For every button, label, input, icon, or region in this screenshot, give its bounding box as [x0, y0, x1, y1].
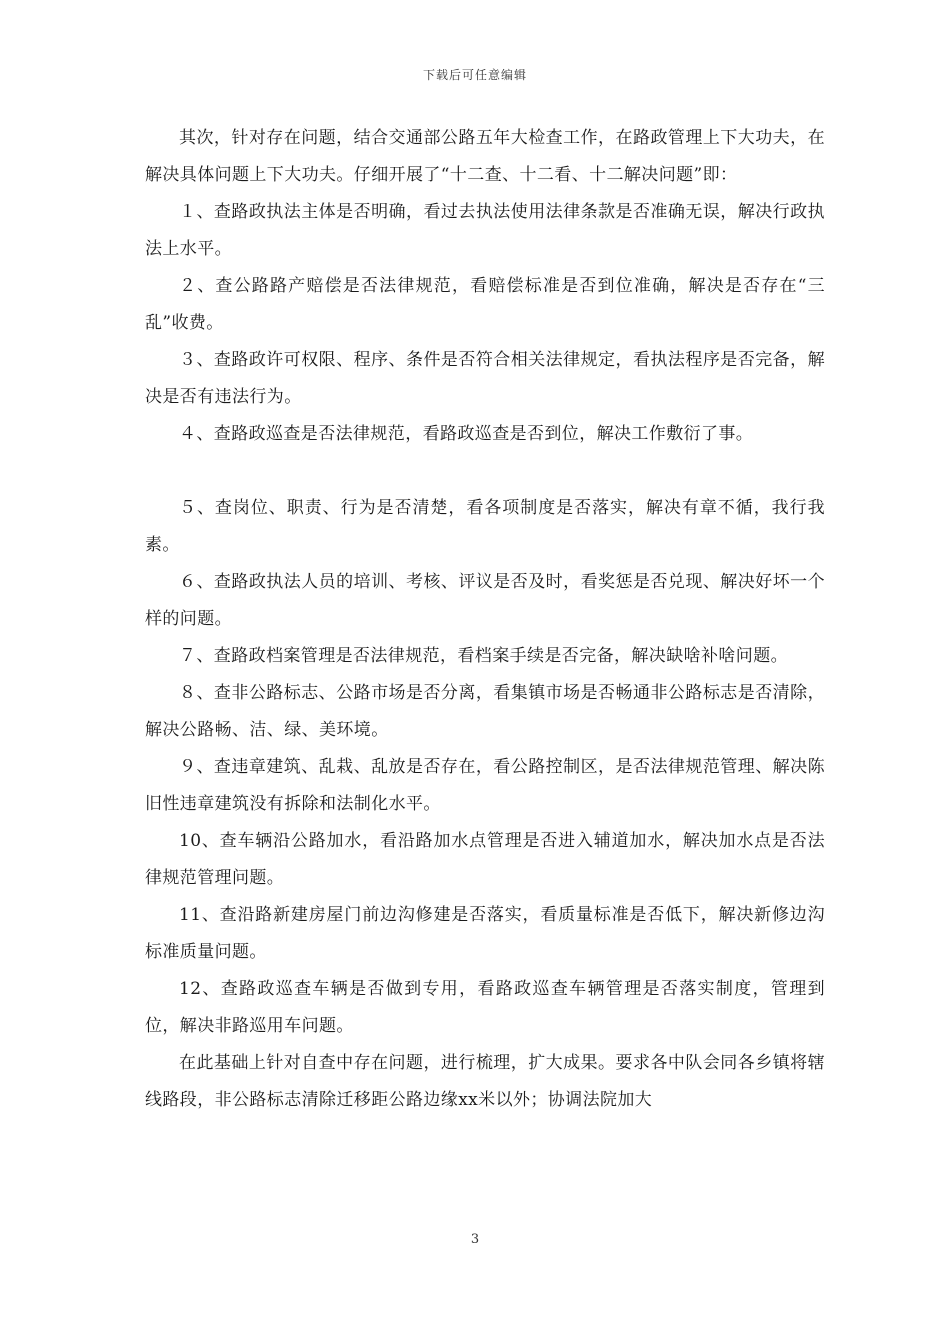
page-header: 下载后可任意编辑 — [422, 68, 527, 82]
paragraph-item-9: ９、查违章建筑、乱栽、乱放是否存在，看公路控制区，是否法律规范管理、解决陈旧性违章建筑没有拆除和法制化水平。 — [145, 757, 825, 814]
paragraph-item-2: ２、查公路路产赔偿是否法律规范，看赔偿标准是否到位准确，解决是否存在“三乱”收费。 — [145, 276, 825, 333]
paragraph-item-7: ７、查路政档案管理是否法律规范，看档案手续是否完备，解决缺啥补啥问题。 — [179, 646, 788, 666]
paragraph-item-6: ６、查路政执法人员的培训、考核、评议是否及时，看奖惩是否兑现、解决好坏一个样的问题。 — [145, 572, 825, 629]
paragraph-item-11: 11、查沿路新建房屋门前边沟修建是否落实，看质量标准是否低下，解决新修边沟标准质量问题。 — [145, 905, 825, 962]
paragraph-intro: 其次，针对存在问题，结合交通部公路五年大检查工作，在路政管理上下大功夫，在解决具体问题上下大功夫。仔细开展了“十二查、十二看、十二解决问题”即： — [145, 128, 825, 185]
paragraph-item-5: ５、查岗位、职责、行为是否清楚，看各项制度是否落实，解决有章不循，我行我素。 — [145, 498, 825, 555]
paragraph-item-4: ４、查路政巡查是否法律规范，看路政巡查是否到位，解决工作敷衍了事。 — [179, 424, 754, 444]
paragraph-item-8: ８、查非公路标志、公路市场是否分离，看集镇市场是否畅通非公路标志是否清除，解决公路畅、洁、绿、美环境。 — [145, 683, 825, 740]
paragraph-item-12: 12、查路政巡查车辆是否做到专用，看路政巡查车辆管理是否落实制度，管理到位，解决非路巡用车问题。 — [145, 979, 825, 1036]
document-body — [145, 120, 825, 1119]
paragraph-item-3: ３、查路政许可权限、程序、条件是否符合相关法律规定，看执法程序是否完备，解决是否有违法行为。 — [145, 350, 825, 407]
paragraph-item-1: １、查路政执法主体是否明确，看过去执法使用法律条款是否准确无误，解决行政执法上水平。 — [145, 202, 825, 259]
paragraph-conclusion: 在此基础上针对自查中存在问题，进行梳理，扩大成果。要求各中队会同各乡镇将辖线路段，非公路标志清除迁移距公路边缘xx米以外；协调法院加大 — [145, 1053, 825, 1110]
paragraph-item-10: 10、查车辆沿公路加水，看沿路加水点管理是否进入辅道加水，解决加水点是否法律规范管理问题。 — [145, 831, 825, 888]
page-number: 3 — [470, 1232, 480, 1247]
